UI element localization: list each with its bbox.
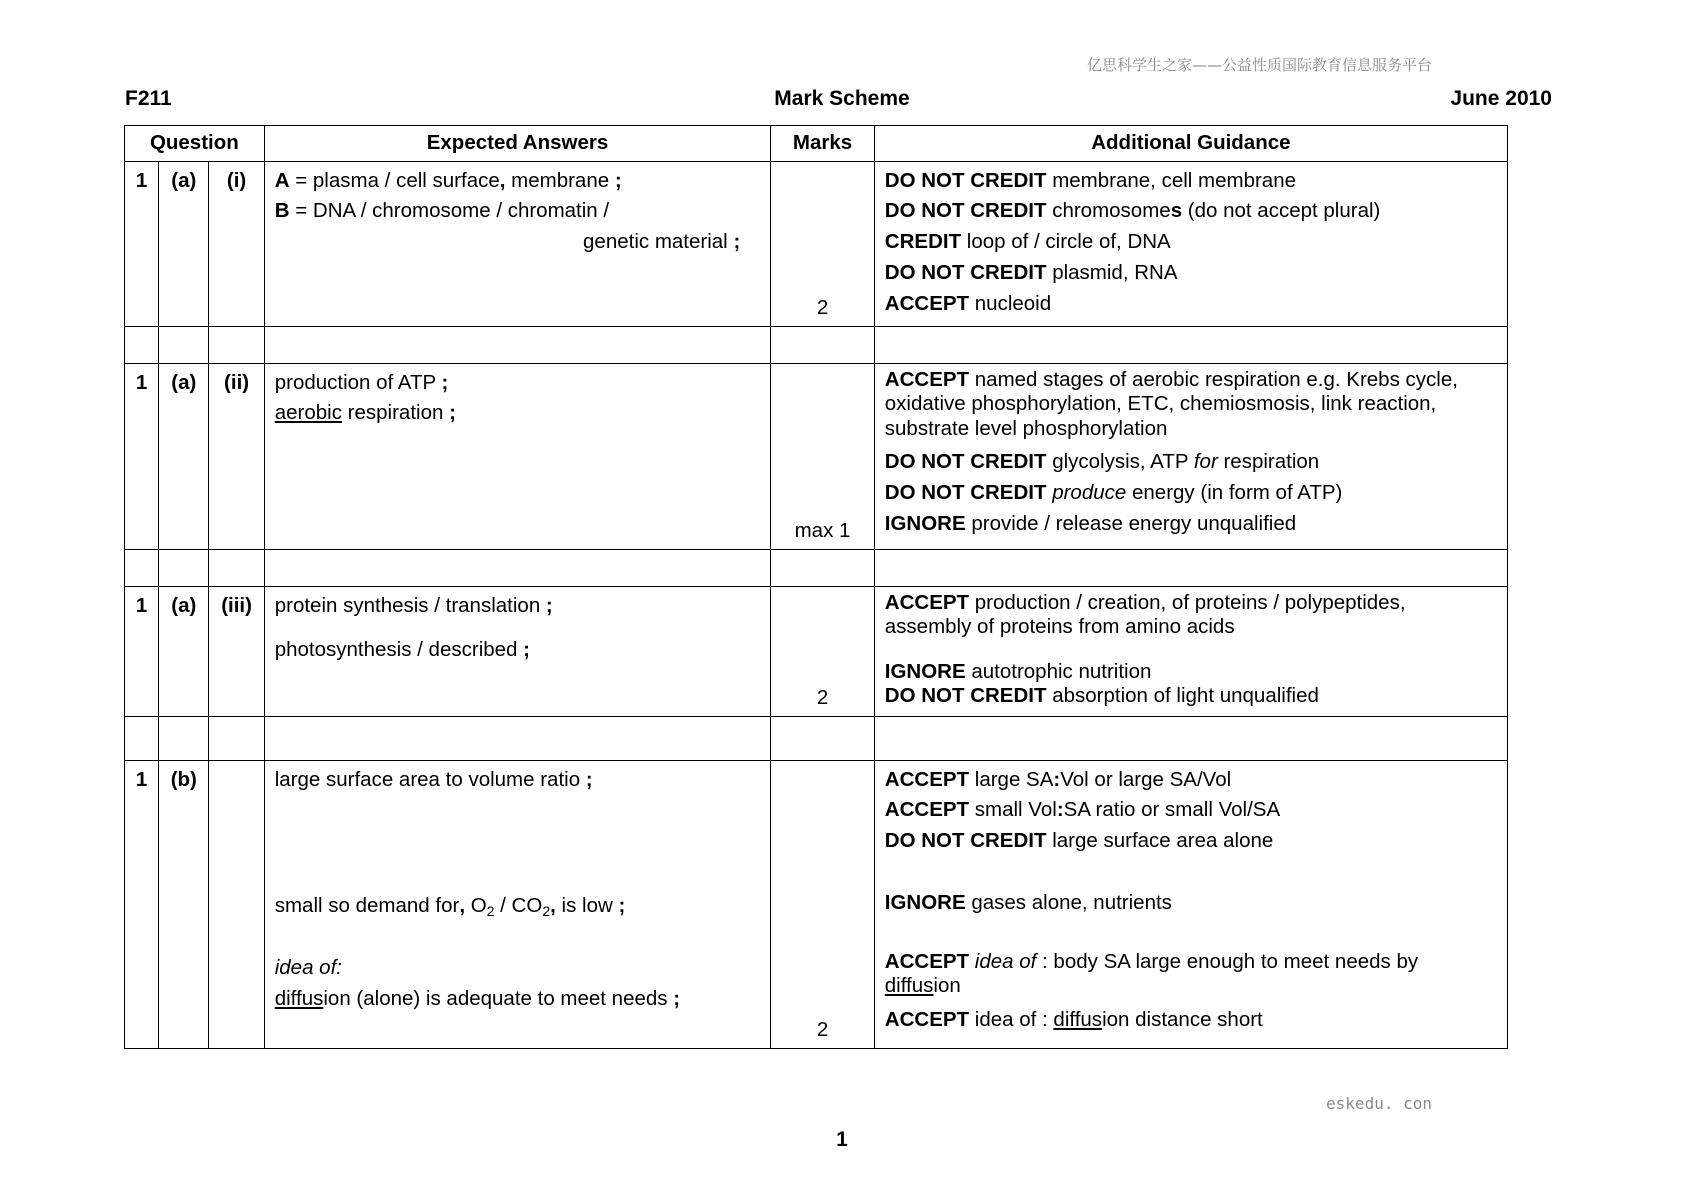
table-row bbox=[125, 586, 1508, 716]
answer-text: / CO bbox=[494, 894, 543, 918]
guidance-keyword: DO NOT CREDIT bbox=[884, 199, 1047, 223]
guidance-text: plasmid, RNA bbox=[1046, 260, 1178, 284]
spacer-row bbox=[125, 716, 1508, 760]
guidance-colon: : bbox=[1056, 798, 1064, 822]
answer-text: = plasma / cell surface bbox=[289, 168, 500, 192]
answer-text: is low bbox=[555, 894, 619, 918]
guidance-keyword: ACCEPT bbox=[884, 367, 970, 391]
guidance-text: named stages of aerobic respiration e.g. Krebs cycle, oxidative phosphorylation, ETC, chemiosmosis, link reaction, substrate level phosphorylation bbox=[884, 367, 1458, 440]
guidance-text: glycolysis, ATP bbox=[1046, 450, 1194, 474]
guidance-text: Vol or large SA/Vol bbox=[1060, 767, 1232, 791]
guidance-keyword: ACCEPT bbox=[884, 590, 970, 614]
table-row bbox=[125, 760, 1508, 1048]
guidance-keyword: ACCEPT bbox=[884, 767, 970, 791]
answer-label-b: B bbox=[274, 199, 290, 223]
expected-answers bbox=[264, 161, 771, 326]
guidance-text: autotrophic nutrition bbox=[965, 659, 1152, 683]
guidance-key-term: diffus bbox=[884, 974, 934, 998]
answer-text: ion (alone) is adequate to meet needs bbox=[323, 987, 674, 1011]
guidance-text: nucleoid bbox=[969, 291, 1052, 315]
question-number: 1 bbox=[125, 161, 159, 326]
guidance-text: ion distance short bbox=[1102, 1007, 1263, 1031]
guidance-text: membrane, cell membrane bbox=[1046, 168, 1297, 192]
guidance-text: absorption of light unqualified bbox=[1046, 684, 1319, 708]
mark-point: ; bbox=[449, 401, 456, 425]
mark-point: ; bbox=[545, 593, 553, 617]
guidance-emphasis: produce bbox=[1052, 481, 1127, 505]
guidance-keyword: IGNORE bbox=[884, 890, 966, 914]
answer-comma: , bbox=[459, 894, 466, 918]
mark-point: ; bbox=[733, 230, 741, 254]
guidance-keyword: ACCEPT bbox=[884, 798, 970, 822]
expected-answers bbox=[264, 363, 771, 549]
question-part: (a) bbox=[159, 586, 209, 716]
column-header-question: Question bbox=[125, 126, 265, 162]
answer-comma: , bbox=[550, 894, 556, 918]
guidance-text: production / creation, of proteins / polypeptides, assembly of proteins from amino acids bbox=[884, 590, 1406, 639]
guidance-emphasis: idea of bbox=[969, 949, 1037, 973]
mark-point: ; bbox=[523, 638, 530, 662]
expected-answers bbox=[264, 760, 771, 1048]
guidance-emphasis: s bbox=[1170, 199, 1183, 223]
answer-text: O bbox=[465, 894, 487, 918]
guidance-text: gases alone, nutrients bbox=[965, 890, 1172, 914]
guidance-text: idea of : bbox=[969, 1007, 1054, 1031]
answer-comma: , bbox=[499, 168, 506, 192]
guidance-key-term: diffus bbox=[1053, 1007, 1103, 1031]
column-header-answers: Expected Answers bbox=[264, 126, 771, 162]
answer-text: membrane bbox=[505, 168, 615, 192]
marks-value: max 1 bbox=[771, 363, 875, 549]
question-part: (b) bbox=[159, 760, 209, 1048]
guidance-text: loop of / circle of, DNA bbox=[961, 230, 1171, 254]
guidance-colon: : bbox=[1053, 767, 1061, 791]
guidance-text: provide / release energy unqualified bbox=[965, 511, 1297, 535]
question-subpart: (i) bbox=[209, 161, 264, 326]
additional-guidance bbox=[874, 161, 1507, 326]
answer-text: = DNA / chromosome / chromatin / bbox=[289, 199, 610, 223]
guidance-keyword: ACCEPT bbox=[884, 949, 970, 973]
guidance-keyword: IGNORE bbox=[884, 659, 966, 683]
guidance-keyword: ACCEPT bbox=[884, 291, 970, 315]
mark-point: ; bbox=[618, 894, 626, 918]
guidance-text: : body SA large enough to meet needs by bbox=[1036, 949, 1419, 973]
mark-point: ; bbox=[614, 168, 622, 192]
table-row bbox=[125, 363, 1508, 549]
answer-text: genetic material bbox=[583, 230, 734, 254]
answer-text: photosynthesis / described bbox=[274, 638, 524, 662]
answer-key-term: diffus bbox=[274, 987, 324, 1011]
guidance-text: (do not accept plural) bbox=[1182, 199, 1381, 223]
watermark-bottom: eskedu. con bbox=[1326, 1094, 1432, 1113]
guidance-emphasis: for bbox=[1193, 450, 1218, 474]
page-number: 1 bbox=[836, 1128, 848, 1151]
guidance-keyword: DO NOT CREDIT bbox=[884, 481, 1047, 505]
answer-text: production of ATP bbox=[274, 370, 442, 394]
question-number: 1 bbox=[125, 586, 159, 716]
additional-guidance bbox=[874, 586, 1507, 716]
question-subpart bbox=[209, 760, 264, 1048]
answer-text: small so demand for bbox=[274, 894, 460, 918]
mark-point: ; bbox=[585, 767, 593, 791]
additional-guidance bbox=[874, 760, 1507, 1048]
guidance-text: small Vol bbox=[969, 798, 1057, 822]
table-header-row bbox=[125, 126, 1508, 162]
marks-value: 2 bbox=[771, 161, 875, 326]
guidance-keyword: DO NOT CREDIT bbox=[884, 450, 1047, 474]
subscript: 2 bbox=[542, 903, 551, 920]
guidance-text: large surface area alone bbox=[1046, 829, 1274, 853]
question-part: (a) bbox=[159, 363, 209, 549]
paper-code: F211 bbox=[125, 87, 172, 110]
table-row bbox=[125, 161, 1508, 326]
additional-guidance bbox=[874, 363, 1507, 549]
column-header-marks: Marks bbox=[771, 126, 875, 162]
subscript: 2 bbox=[486, 903, 495, 920]
marks-value: 2 bbox=[771, 586, 875, 716]
guidance-text: respiration bbox=[1217, 450, 1320, 474]
guidance-text: SA ratio or small Vol/SA bbox=[1063, 798, 1281, 822]
spacer-row bbox=[125, 549, 1508, 586]
exam-date: June 2010 bbox=[1450, 87, 1552, 110]
mark-point: ; bbox=[673, 987, 681, 1011]
guidance-text: ion bbox=[933, 974, 961, 998]
answer-qualifier: idea of: bbox=[274, 956, 342, 980]
guidance-keyword: IGNORE bbox=[884, 511, 966, 535]
question-subpart: (iii) bbox=[209, 586, 264, 716]
guidance-text: energy (in form of ATP) bbox=[1126, 481, 1343, 505]
guidance-keyword: DO NOT CREDIT bbox=[884, 260, 1047, 284]
question-number: 1 bbox=[125, 760, 159, 1048]
spacer-row bbox=[125, 326, 1508, 363]
guidance-keyword: DO NOT CREDIT bbox=[884, 684, 1047, 708]
page-title: Mark Scheme bbox=[774, 87, 910, 110]
question-number: 1 bbox=[125, 363, 159, 549]
answer-text: protein synthesis / translation bbox=[274, 593, 546, 617]
guidance-keyword: ACCEPT bbox=[884, 1007, 970, 1031]
guidance-keyword: DO NOT CREDIT bbox=[884, 829, 1047, 853]
answer-key-term: aerobic bbox=[274, 401, 342, 425]
mark-point: ; bbox=[441, 370, 449, 394]
answer-text: large surface area to volume ratio bbox=[274, 767, 586, 791]
marks-value: 2 bbox=[771, 760, 875, 1048]
question-subpart: (ii) bbox=[209, 363, 264, 549]
guidance-text: chromosome bbox=[1046, 199, 1171, 223]
column-header-guidance: Additional Guidance bbox=[874, 126, 1507, 162]
guidance-keyword: CREDIT bbox=[884, 230, 962, 254]
watermark-top: 亿思科学生之家——公益性质国际教育信息服务平台 bbox=[1086, 56, 1432, 74]
question-part: (a) bbox=[159, 161, 209, 326]
mark-scheme-table bbox=[124, 125, 1508, 1049]
expected-answers bbox=[264, 586, 771, 716]
guidance-text: large SA bbox=[969, 767, 1054, 791]
guidance-keyword: DO NOT CREDIT bbox=[884, 168, 1047, 192]
answer-text: respiration bbox=[341, 401, 450, 425]
answer-label-a: A bbox=[274, 168, 290, 192]
